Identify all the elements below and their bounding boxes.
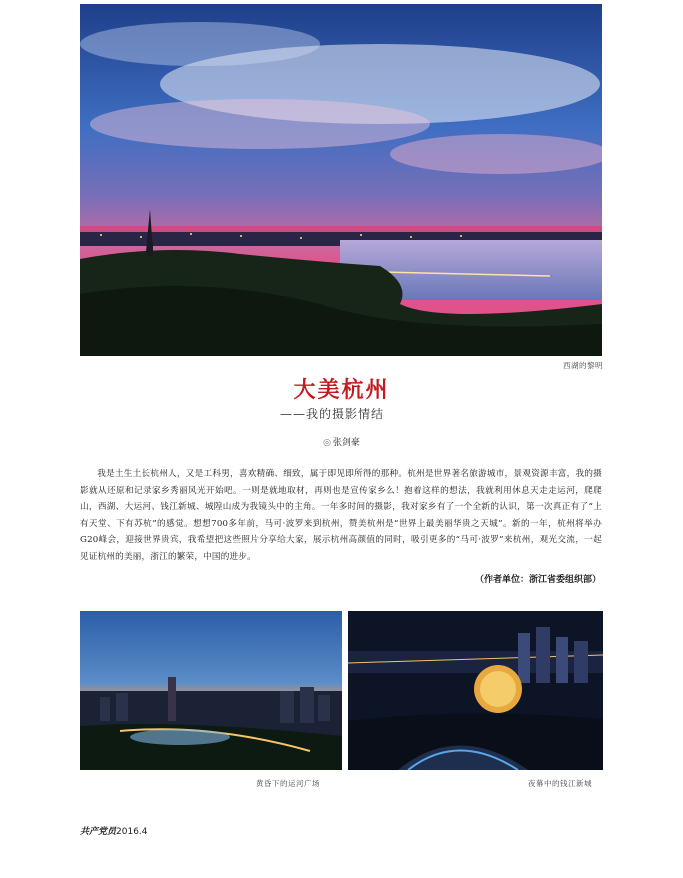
author-name: 张剑豪 [332, 438, 360, 448]
canal-plaza-caption: 黄昏下的运河广场 [256, 779, 320, 788]
qianjiang-photo [348, 611, 603, 770]
article-subtitle: ——我的摄影情结 [280, 407, 385, 421]
page-footer [80, 824, 148, 837]
article-title: 大美杭州 [293, 378, 390, 403]
author-affiliation: （作者单位：浙江省委组织部） [474, 575, 601, 585]
hero-photo [80, 4, 602, 356]
canal-plaza-photo [80, 611, 342, 770]
article-body: 我是土生土长杭州人，又是工科男，喜欢精确、细致，属于即见即所得的那种。杭州是世界著名旅游城市，景观资源丰富，我的摄影就从还原和记录家乡秀丽风光开始吧。一则是就地取材，再则也是宣传家乡么！抱着这样的想法，我就利用休息天走走运河，爬爬山，西湖、大运河、钱江新城、城隍山成为我镜头中的主角。一年多时间的摄影，我对家乡有了一个全新的认识，第一次真正有了“上有天堂、下有苏杭”的感觉。想想700多年前，马可·波罗来到杭州，赞美杭州是“世界上最美丽华贵之天城”。新的一年，杭州将举办G20峰会，迎接世界贵宾，我希望把这些照片分享给大家，展示杭州高颜值的同时，吸引更多的“马可·波罗”来杭州，观光交流，一起见证杭州的美丽，浙江的繁荣，中国的进步。 [80, 469, 602, 562]
qianjiang-caption: 夜幕中的钱江新城 [528, 779, 592, 788]
hero-caption: 西湖的黎明 [563, 361, 603, 370]
issue-number: 2016.4 [116, 827, 148, 837]
magazine-name: 共产党员 [80, 827, 117, 837]
author-line [0, 435, 683, 448]
author-mark-icon: ◎ [323, 438, 331, 448]
